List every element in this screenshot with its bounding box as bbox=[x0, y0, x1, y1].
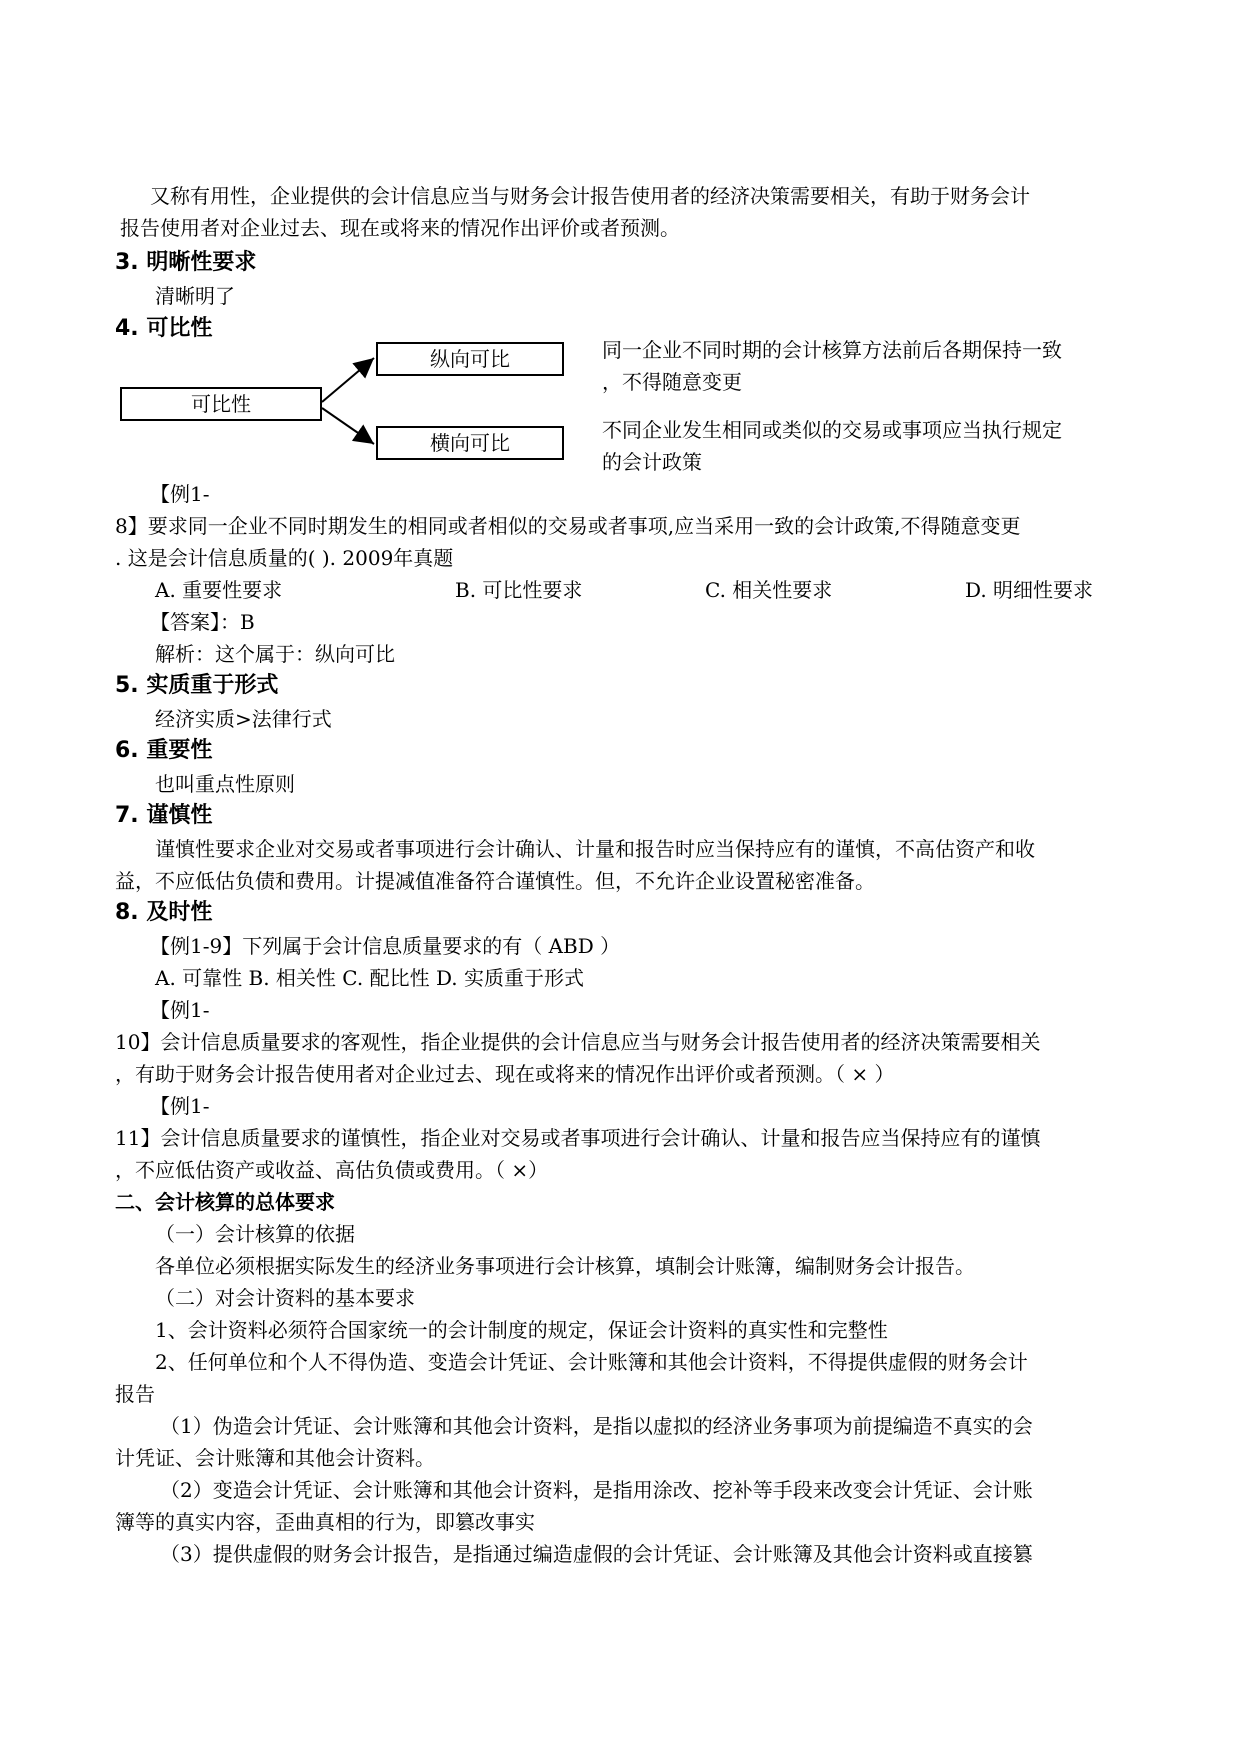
example-11-question-line1: 11】会计信息质量要求的谨慎性，指企业对交易或者事项进行会计确认、计量和报告应当保持应有的谨慎 bbox=[115, 1126, 1041, 1150]
box-vertical-comparability: 纵向可比 bbox=[376, 342, 564, 376]
heading-prudence: 7. 谨慎性 bbox=[115, 803, 213, 828]
item-1-line2: 计凭证、会计账簿和其他会计资料。 bbox=[115, 1446, 435, 1470]
example-8-label: 【例1- bbox=[150, 482, 210, 506]
arrow-to-horizontal bbox=[322, 408, 374, 444]
box-comparability: 可比性 bbox=[120, 387, 322, 421]
paragraph-relevance-line2: 报告使用者对企业过去、现在或将来的情况作出评价或者预测。 bbox=[120, 216, 680, 240]
vertical-note-line2: ，不得随意变更 bbox=[602, 370, 742, 394]
example-8-option-d: D. 明细性要求 bbox=[965, 578, 1094, 602]
item-2-line1: （2）变造会计凭证、会计账簿和其他会计资料，是指用涂改、挖补等手段来改变会计凭证、会计账 bbox=[160, 1478, 1033, 1502]
heading-section-two: 二、会计核算的总体要求 bbox=[115, 1190, 335, 1214]
example-11-question-line2: ，不应低估资产或收益、高估负债或费用。（ ×） bbox=[115, 1158, 549, 1182]
heading-comparability: 4. 可比性 bbox=[115, 316, 213, 341]
heading-substance-over-form: 5. 实质重于形式 bbox=[115, 673, 279, 698]
vertical-note-line1: 同一企业不同时期的会计核算方法前后各期保持一致 bbox=[602, 338, 1062, 362]
example-9-question: 【例1-9】下列属于会计信息质量要求的有（ ABD ） bbox=[150, 934, 621, 958]
text-substance-over-form: 经济实质>法律行式 bbox=[155, 707, 332, 731]
example-11-label: 【例1- bbox=[150, 1094, 210, 1118]
comparability-diagram bbox=[120, 330, 1120, 490]
example-10-question-line2: ，有助于财务会计报告使用者对企业过去、现在或将来的情况作出评价或者预测。（ × ） bbox=[115, 1062, 895, 1086]
requirement-2-line1: 2、任何单位和个人不得伪造、变造会计凭证、会计账簿和其他会计资料，不得提供虚假的财务会计 bbox=[155, 1350, 1028, 1374]
item-3-line1: （3）提供虚假的财务会计报告，是指通过编造虚假的会计凭证、会计账簿及其他会计资料或直接篡 bbox=[160, 1542, 1033, 1566]
box-horizontal-comparability: 横向可比 bbox=[376, 426, 564, 460]
item-1-line1: （1）伪造会计凭证、会计账簿和其他会计资料，是指以虚拟的经济业务事项为前提编造不真实的会 bbox=[160, 1414, 1033, 1438]
item-2-line2: 簿等的真实内容，歪曲真相的行为，即篡改事实 bbox=[115, 1510, 535, 1534]
heading-clarity: 3. 明晰性要求 bbox=[115, 250, 257, 275]
requirement-1: 1、会计资料必须符合国家统一的会计制度的规定，保证会计资料的真实性和完整性 bbox=[155, 1318, 888, 1342]
subheading-basis: （一）会计核算的依据 bbox=[155, 1222, 355, 1246]
horizontal-note-line1: 不同企业发生相同或类似的交易或事项应当执行规定 bbox=[602, 418, 1062, 442]
horizontal-note-line2: 的会计政策 bbox=[602, 450, 702, 474]
text-materiality: 也叫重点性原则 bbox=[155, 772, 295, 796]
text-prudence-line1: 谨慎性要求企业对交易或者事项进行会计确认、计量和报告时应当保持应有的谨慎，不高估资产和收 bbox=[155, 837, 1035, 861]
example-8-option-c: C. 相关性要求 bbox=[705, 578, 833, 602]
example-9-options: A. 可靠性 B. 相关性 C. 配比性 D. 实质重于形式 bbox=[155, 966, 584, 990]
heading-timeliness: 8. 及时性 bbox=[115, 900, 213, 925]
text-clarity: 清晰明了 bbox=[155, 284, 235, 308]
subheading-basic-requirements: （二）对会计资料的基本要求 bbox=[155, 1286, 415, 1310]
example-8-option-b: B. 可比性要求 bbox=[455, 578, 583, 602]
example-8-explanation: 解析：这个属于：纵向可比 bbox=[155, 642, 395, 666]
example-8-question-line2: . 这是会计信息质量的( ). 2009年真题 bbox=[115, 546, 454, 570]
example-10-label: 【例1- bbox=[150, 998, 210, 1022]
text-basis: 各单位必须根据实际发生的经济业务事项进行会计核算，填制会计账簿，编制财务会计报告。 bbox=[155, 1254, 975, 1278]
example-8-answer: 【答案】：B bbox=[150, 610, 255, 634]
example-8-option-a: A. 重要性要求 bbox=[155, 578, 283, 602]
text-prudence-line2: 益，不应低估负债和费用。计提减值准备符合谨慎性。但，不允许企业设置秘密准备。 bbox=[115, 869, 875, 893]
example-8-question-line1: 8】要求同一企业不同时期发生的相同或者相似的交易或者事项,应当采用一致的会计政策,不得随意变更 bbox=[115, 514, 1021, 538]
example-10-question-line1: 10】会计信息质量要求的客观性，指企业提供的会计信息应当与财务会计报告使用者的经济决策需要相关 bbox=[115, 1030, 1041, 1054]
paragraph-relevance-line1: 又称有用性，企业提供的会计信息应当与财务会计报告使用者的经济决策需要相关，有助于财务会计 bbox=[150, 184, 1030, 208]
arrow-to-vertical bbox=[322, 358, 374, 402]
requirement-2-line2: 报告 bbox=[115, 1382, 155, 1406]
heading-materiality: 6. 重要性 bbox=[115, 738, 213, 763]
